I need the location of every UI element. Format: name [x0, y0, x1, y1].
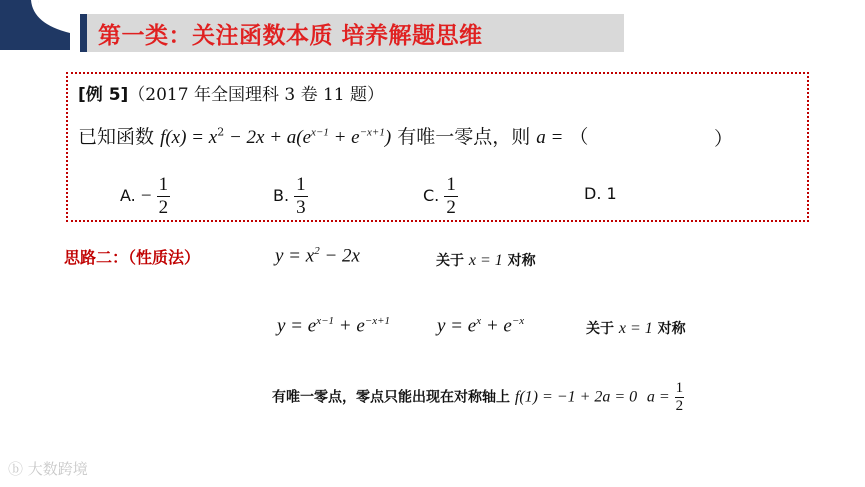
symmetry-note-2: 关于 x = 1 对称	[586, 320, 686, 337]
option-a[interactable]	[120, 174, 170, 219]
function-mid: − 2x + a(e	[224, 127, 312, 148]
symmetry-note-1: 关于 x = 1 对称	[436, 252, 536, 269]
answer-prefix: a =	[646, 388, 670, 406]
equation-2: $y = e^{x-1} + e^{-x+1}$	[277, 315, 390, 337]
option-b-fraction: $\frac{1}{3}$	[296, 174, 306, 218]
option-d-value: 1	[606, 184, 617, 203]
example-tag: [例 5]	[78, 85, 129, 105]
statement-prefix: 已知函数	[78, 126, 155, 148]
conclusion-line	[272, 380, 684, 415]
calc-equation: f(1) = −1 + 2a = 0	[514, 388, 638, 406]
title-bar	[80, 14, 624, 52]
option-b-label: B.	[273, 186, 290, 205]
watermark-text: 大数跨境	[27, 460, 88, 478]
conclusion-text: 有唯一零点，零点只能出现在对称轴上	[272, 389, 510, 406]
function-close: )	[384, 127, 392, 148]
option-d-label: D.	[584, 184, 602, 203]
option-a-fraction: $\frac{1}{2}$	[158, 174, 169, 218]
option-c-fraction: $\frac{1}{2}$	[446, 174, 456, 218]
option-a-sign: −	[140, 185, 152, 207]
exponent-2: −x+1	[359, 126, 385, 139]
function-def: f(x) = x	[160, 127, 218, 148]
example-header	[78, 80, 384, 105]
var-a: a =	[536, 127, 564, 148]
option-d[interactable]	[584, 184, 617, 203]
equation-3: $y = e^x + e^{-x}$	[437, 315, 525, 337]
option-b[interactable]	[273, 174, 308, 219]
watermark-logo-icon: ⓑ	[8, 460, 24, 478]
paren-open: （	[569, 126, 589, 148]
answer-fraction: $\frac{1}{2}$	[675, 380, 684, 414]
option-a-label: A.	[120, 186, 136, 205]
watermark	[8, 458, 88, 479]
method-label: 思路二：（性质法）	[64, 248, 201, 267]
exponent-1: x−1	[311, 126, 329, 139]
example-source: （2017 年全国理科 3 卷 11 题）	[128, 85, 385, 105]
paren-close: ）	[714, 128, 734, 150]
page-title: 第一类：关注函数本质 培养解题思维	[98, 23, 483, 49]
function-plus: + e	[328, 127, 360, 148]
equation-1: $y = x^2 - 2x$	[275, 245, 360, 267]
option-c[interactable]	[423, 174, 458, 219]
option-c-label: C.	[423, 186, 440, 205]
corner-decoration	[0, 0, 70, 50]
problem-box	[66, 72, 809, 222]
problem-statement: 已知函数 $f(x) = x^2 - 2x + a(e^{x-1} + e^{-x+1})$ 有唯一零点，则 a = （	[78, 125, 589, 148]
statement-suffix: 有唯一零点，则	[397, 126, 531, 148]
title-accent	[80, 14, 87, 52]
